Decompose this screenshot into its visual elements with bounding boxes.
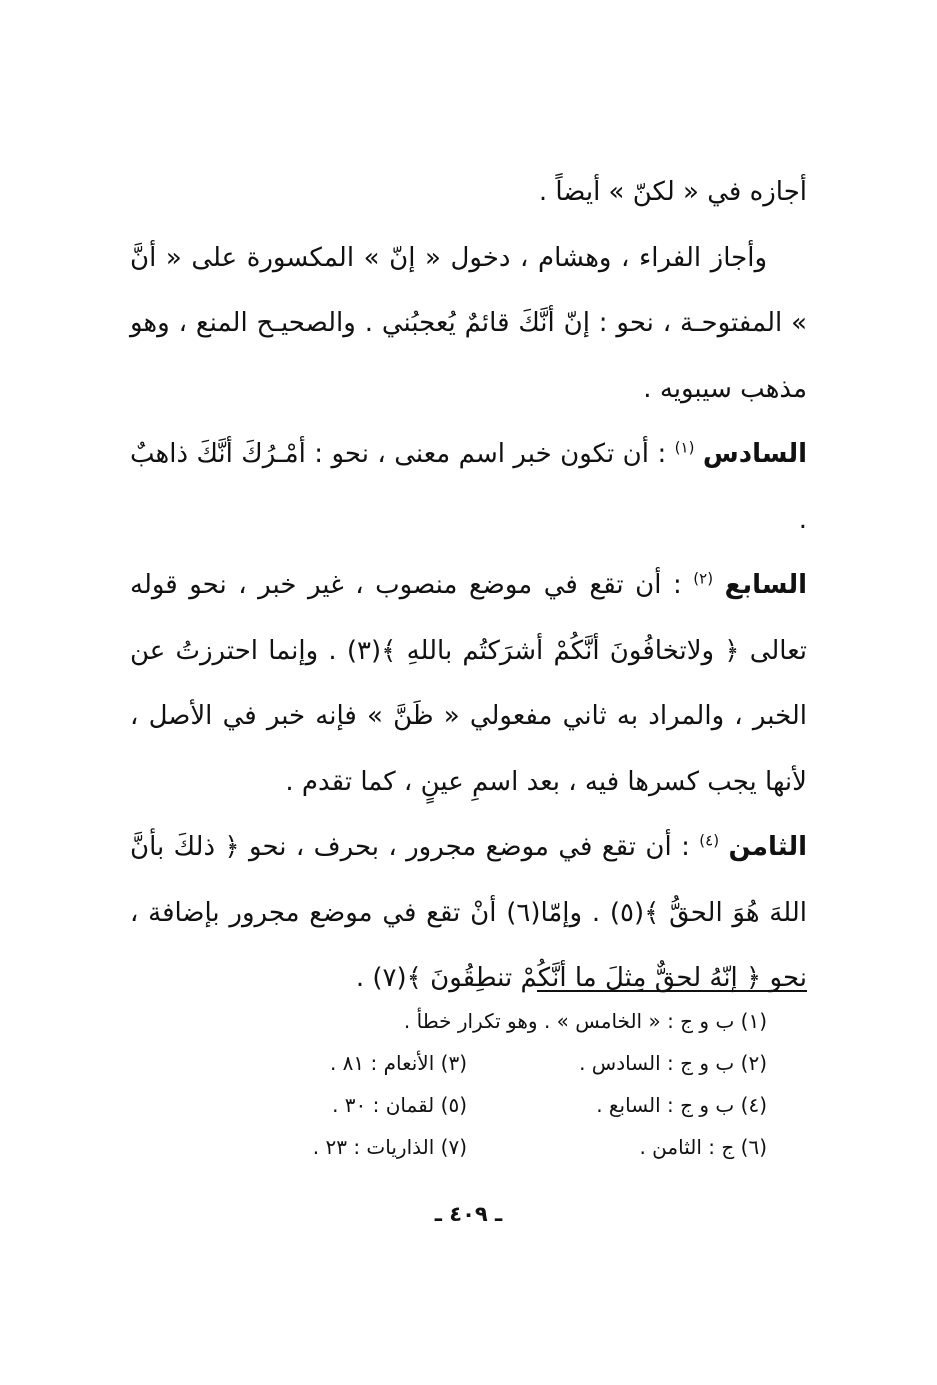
paragraph-continuation xyxy=(130,160,807,226)
footnote-row xyxy=(207,1126,767,1168)
paragraph-text: : أن تقع في موضع مجرور ، بحرف ، نحو ﴿ ذلكَ بأنَّ اللهَ هُوَ الحقُّ ﴾(٥) . وإمّا(٦) أنْ تقع في موضع مجرور بإضافة ، نحو ﴿ إنّهُ لحقٌّ مِثلَ ما أنَّكُمْ تنطِقُونَ ﴾(٧) . xyxy=(130,832,808,993)
paragraph-farra xyxy=(130,226,807,423)
footnote-row xyxy=(207,1042,767,1084)
paragraph-eighth xyxy=(130,815,807,1012)
section-label: السادس xyxy=(702,439,808,469)
main-text xyxy=(130,160,807,1012)
footnote-divider xyxy=(537,990,807,992)
paragraph-text: : أن تكون خبر اسم معنى ، نحو : أمْـرُكَ أنَّكَ ذاهبٌ . xyxy=(130,439,807,535)
footnote-ref: (١) xyxy=(674,438,695,457)
footnote-row xyxy=(207,1084,767,1126)
paragraph-sixth xyxy=(130,422,807,553)
paragraph-text: : أن تقع في موضع منصوب ، غير خبر ، نحو قوله تعالى ﴿ ولاتخافُونَ أنَّكُمْ أشرَكتُم باللهِ ﴾(٣) . وإنما احترزتُ عن الخبر ، والمراد به ثاني مفعولي « ظَنَّ » فإنه خبر في الأصل ، لأنها يجب كسرها فيه ، بعد اسمِ عينٍ ، كما تقدم . xyxy=(130,570,808,797)
footnote-ref: (٢) xyxy=(693,569,714,588)
paragraph-text: أجازه في « لكنّ » أيضاً . xyxy=(538,177,807,207)
footnote-ref: (٤) xyxy=(699,831,720,850)
paragraph-seventh xyxy=(130,553,807,815)
footnote-6: (٦) ج : الثامن . xyxy=(639,1135,767,1159)
section-label: السابع xyxy=(724,570,807,600)
footnote-row xyxy=(207,1000,767,1042)
footnote-2: (٢) ب و ج : السادس . xyxy=(579,1051,767,1075)
section-label: الثامن xyxy=(728,832,807,862)
footnote-4: (٤) ب و ج : السابع . xyxy=(596,1093,767,1117)
footnote-1: (١) ب و ج : « الخامس » . وهو تكرار خطأ . xyxy=(403,1009,767,1033)
footnote-7: (٧) الذاريات : ٢٣ . xyxy=(312,1135,467,1159)
paragraph-text: وأجاز الفراء ، وهشام ، دخول « إنّ » المكسورة على « أنَّ » المفتوحـة ، نحو : إنّ أنَّكَ قائمٌ يُعجبُني . والصحيـح المنع ، وهو مذهب سيبويه . xyxy=(130,242,807,404)
footnote-5: (٥) لقمان : ٣٠ . xyxy=(332,1093,467,1117)
footnotes xyxy=(207,1000,767,1168)
page-number: ـ ٤٠٩ ـ xyxy=(434,1202,503,1226)
footnote-3: (٣) الأنعام : ٨١ . xyxy=(329,1051,467,1075)
